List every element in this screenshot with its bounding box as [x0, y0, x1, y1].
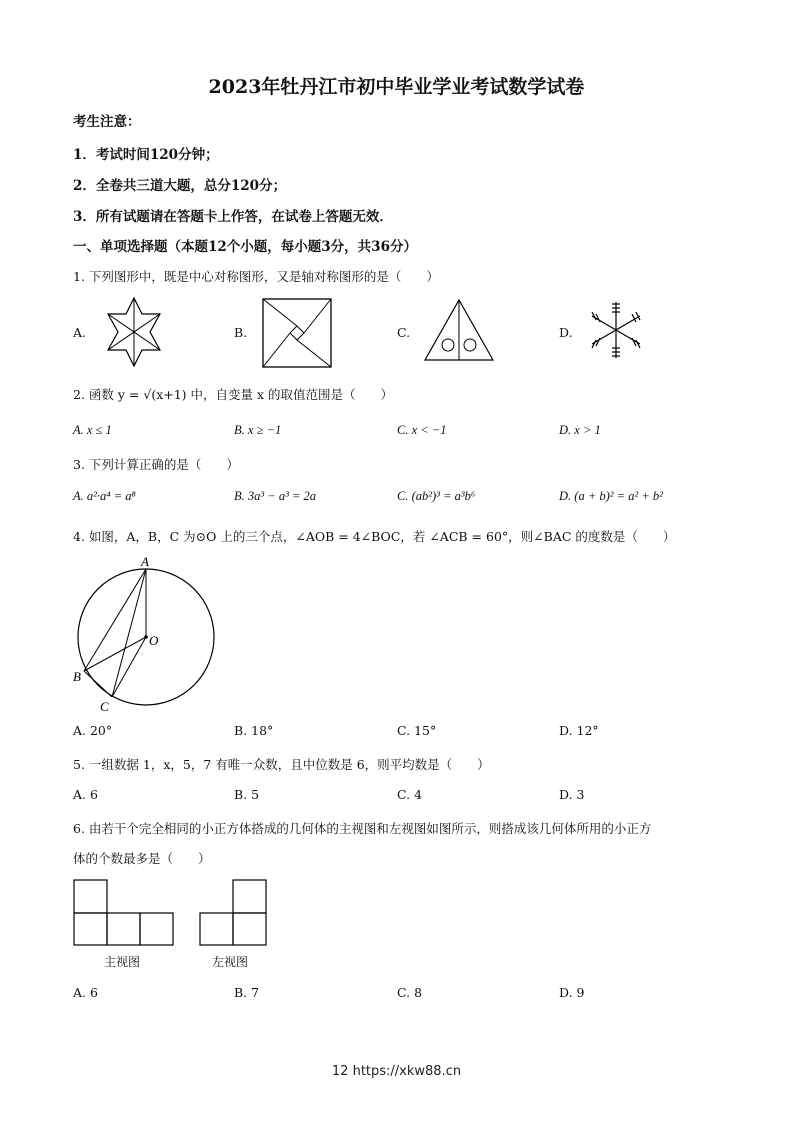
q1-option-a-label: A.: [73, 325, 87, 340]
q3-option-a: A. a²·a⁴ = a⁸: [73, 489, 136, 503]
page-footer: 12 https://xkw88.cn: [331, 1064, 462, 1079]
q1-option-d-label: D.: [559, 325, 573, 340]
q2-stem: 2. 函数 y = √(x+1) 中，自变量 x 的取值范围是（ ）: [73, 387, 394, 402]
q1-stem: 1. 下列图形中，既是中心对称图形，又是轴对称图形的是（ ）: [73, 269, 439, 284]
q1-option-b-label: B.: [234, 325, 248, 340]
q4-point-c: C: [100, 699, 109, 714]
q4-circle-figure: [70, 555, 220, 715]
q4-point-b: B: [73, 669, 81, 684]
q4-option-c: C. 15°: [397, 723, 437, 738]
q6-front-view-label: 主视图: [104, 955, 141, 969]
notice-heading: 考生注意：: [73, 114, 141, 130]
q5-option-d: D. 3: [559, 787, 585, 802]
notice-item-2: 2．全卷共三道大题，总分120分；: [73, 178, 287, 194]
q6-stem-line2: 体的个数最多是（ ）: [73, 851, 211, 866]
q1-figure-b-square: [262, 298, 332, 368]
q4-option-b: B. 18°: [234, 723, 274, 738]
q5-option-b: B. 5: [234, 787, 260, 802]
q3-option-c: C. (ab²)³ = a³b⁶: [397, 489, 476, 503]
notice-item-3: 3．所有试题请在答题卡上作答，在试卷上答题无效．: [73, 209, 393, 225]
q6-option-a: A. 6: [73, 985, 98, 1000]
q6-option-b: B. 7: [234, 985, 260, 1000]
q3-option-d: D. (a + b)² = a² + b²: [559, 489, 663, 503]
q6-option-c: C. 8: [397, 985, 423, 1000]
q6-front-view: [72, 878, 178, 948]
q6-stem-line1: 6. 由若干个完全相同的小正方体搭成的几何体的主视图和左视图如图所示，则搭成该几何体所用的小正方: [73, 821, 652, 836]
q4-option-a: A. 20°: [73, 723, 113, 738]
q5-stem: 5. 一组数据 1，x，5，7 有唯一众数，且中位数是 6，则平均数是（ ）: [73, 757, 490, 772]
q5-option-c: C. 4: [397, 787, 423, 802]
q2-option-d: D. x > 1: [559, 423, 601, 437]
page-title: 2023年牡丹江市初中毕业学业考试数学试卷: [208, 76, 585, 98]
q6-option-d: D. 9: [559, 985, 585, 1000]
q3-option-b: B. 3a³ − a³ = 2a: [234, 489, 317, 503]
q2-option-c: C. x < −1: [397, 423, 447, 437]
q6-left-view-label: 左视图: [212, 955, 249, 969]
q1-figure-c-triangle: [423, 298, 495, 362]
q1-figure-d-snowflake: [584, 298, 648, 362]
q4-point-o: O: [149, 633, 159, 648]
q4-point-a: A: [141, 555, 149, 569]
q2-option-b: B. x ≥ −1: [234, 423, 282, 437]
q2-option-a: A. x ≤ 1: [73, 423, 112, 437]
q1-option-c-label: C.: [397, 325, 411, 340]
notice-item-1: 1．考试时间120分钟；: [73, 147, 219, 163]
q1-figure-a-star: [100, 296, 168, 368]
q4-option-d: D. 12°: [559, 723, 599, 738]
q4-stem: 4. 如图，A，B，C 为⊙O 上的三个点，∠AOB = 4∠BOC，若 ∠ACB = 60°，则∠BAC 的度数是（ ）: [73, 529, 676, 544]
q3-stem: 3. 下列计算正确的是（ ）: [73, 457, 239, 472]
q6-left-view: [198, 878, 270, 948]
q5-option-a: A. 6: [73, 787, 98, 802]
section-heading: 一、单项选择题（本题12个小题，每小题3分，共36分）: [73, 239, 417, 255]
